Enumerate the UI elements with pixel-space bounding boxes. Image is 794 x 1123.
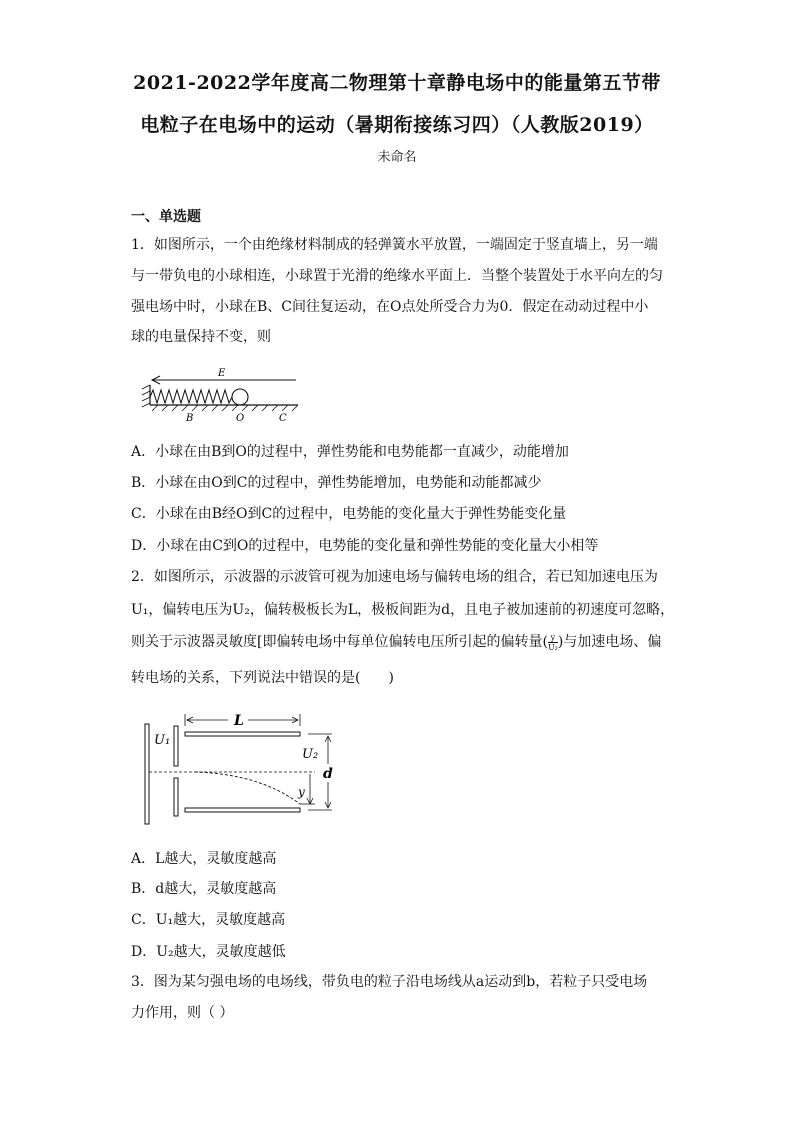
ground-hatch bbox=[152, 405, 298, 411]
q1-option-b: B．小球在由O到C的过程中，弹性势能增加，电势能和动能都减少 bbox=[131, 475, 542, 491]
label-u2: U₂ bbox=[302, 747, 319, 762]
label-d: d bbox=[323, 766, 333, 782]
accel-plate-left bbox=[145, 724, 149, 824]
electron-trajectory bbox=[195, 772, 300, 804]
deflect-plate-bottom bbox=[185, 808, 300, 812]
q3-line-1: 3．图为某匀强电场的电场线，带负电的粒子沿电场线从a运动到b，若粒子只受电场 bbox=[131, 974, 648, 990]
q2-line-3 bbox=[131, 632, 661, 652]
fraction-denominator: U₂ bbox=[547, 642, 558, 652]
q2-line-1: 2．如图所示，示波器的示波管可视为加速电场与偏转电场的组合，若已知加速电压为 bbox=[131, 569, 658, 585]
title-line-2: 电粒子在电场中的运动（暑期衔接练习四）（人教版2019） bbox=[140, 114, 654, 136]
q2-line-3-after: )与加速电场、偏 bbox=[557, 634, 662, 650]
q2-line-3-before: 则关于示波器灵敏度[即偏转电场中每单位偏转电压所引起的偏转量( bbox=[131, 634, 548, 650]
accel-plate-right-bottom bbox=[174, 778, 178, 816]
q1-line-2: 与一带负电的小球相连，小球置于光滑的绝缘水平面上．当整个装置处于水平向左的匀 bbox=[131, 268, 663, 284]
sensitivity-fraction bbox=[548, 633, 558, 652]
q1-line-3: 强电场中时，小球在B、C间往复运动，在O点处所受合力为0．假定在动动过程中小 bbox=[131, 299, 649, 315]
q1-spring-figure bbox=[138, 365, 308, 425]
title-line-1: 2021-2022学年度高二物理第十章静电场中的能量第五节带 bbox=[133, 72, 661, 94]
q2-option-c: C．U₁越大，灵敏度越高 bbox=[131, 912, 286, 928]
label-l: L bbox=[234, 713, 244, 729]
q2-option-d: D．U₂越大，灵敏度越低 bbox=[131, 944, 286, 960]
q2-option-a: A．L越大，灵敏度越高 bbox=[131, 851, 277, 867]
label-b: B bbox=[186, 413, 194, 424]
q2-line-2: U₁，偏转电压为U₂，偏转极板长为L，极板间距为d，且电子被加速前的初速度可忽略， bbox=[131, 602, 675, 618]
label-y: y bbox=[298, 785, 305, 799]
deflect-plate-top bbox=[185, 732, 300, 736]
q1-line-1: 1．如图所示，一个由绝缘材料制成的轻弹簧水平放置，一端固定于竖直墙上，另一端 bbox=[131, 237, 658, 253]
fraction-numerator: y bbox=[548, 633, 558, 643]
wall-hatch bbox=[142, 385, 150, 407]
label-e: E bbox=[218, 368, 226, 379]
q2-option-b: B．d越大，灵敏度越高 bbox=[131, 881, 277, 897]
spring bbox=[150, 390, 232, 403]
q2-line-4: 转电场的关系，下列说法中错误的是( ) bbox=[131, 670, 394, 686]
ball bbox=[232, 389, 248, 405]
accel-plate-right-top bbox=[174, 726, 178, 766]
q2-oscilloscope-figure bbox=[140, 708, 340, 828]
label-o: O bbox=[236, 413, 245, 424]
subtitle: 未命名 bbox=[377, 150, 417, 165]
q3-line-2: 力作用，则（ ） bbox=[131, 1005, 234, 1021]
label-c: C bbox=[279, 413, 287, 424]
q1-line-4: 球的电量保持不变，则 bbox=[131, 329, 271, 345]
q1-option-a: A．小球在由B到O的过程中，弹性势能和电势能都一直减少，动能增加 bbox=[131, 444, 569, 460]
q1-option-c: C．小球在由B经O到C的过程中，电势能的变化量大于弹性势能变化量 bbox=[131, 506, 567, 522]
label-u1: U₁ bbox=[154, 733, 171, 748]
section-heading: 一、单选题 bbox=[131, 209, 201, 225]
q1-option-d: D．小球在由C到O的过程中，电势能的变化量和弹性势能的变化量大小相等 bbox=[131, 538, 599, 554]
